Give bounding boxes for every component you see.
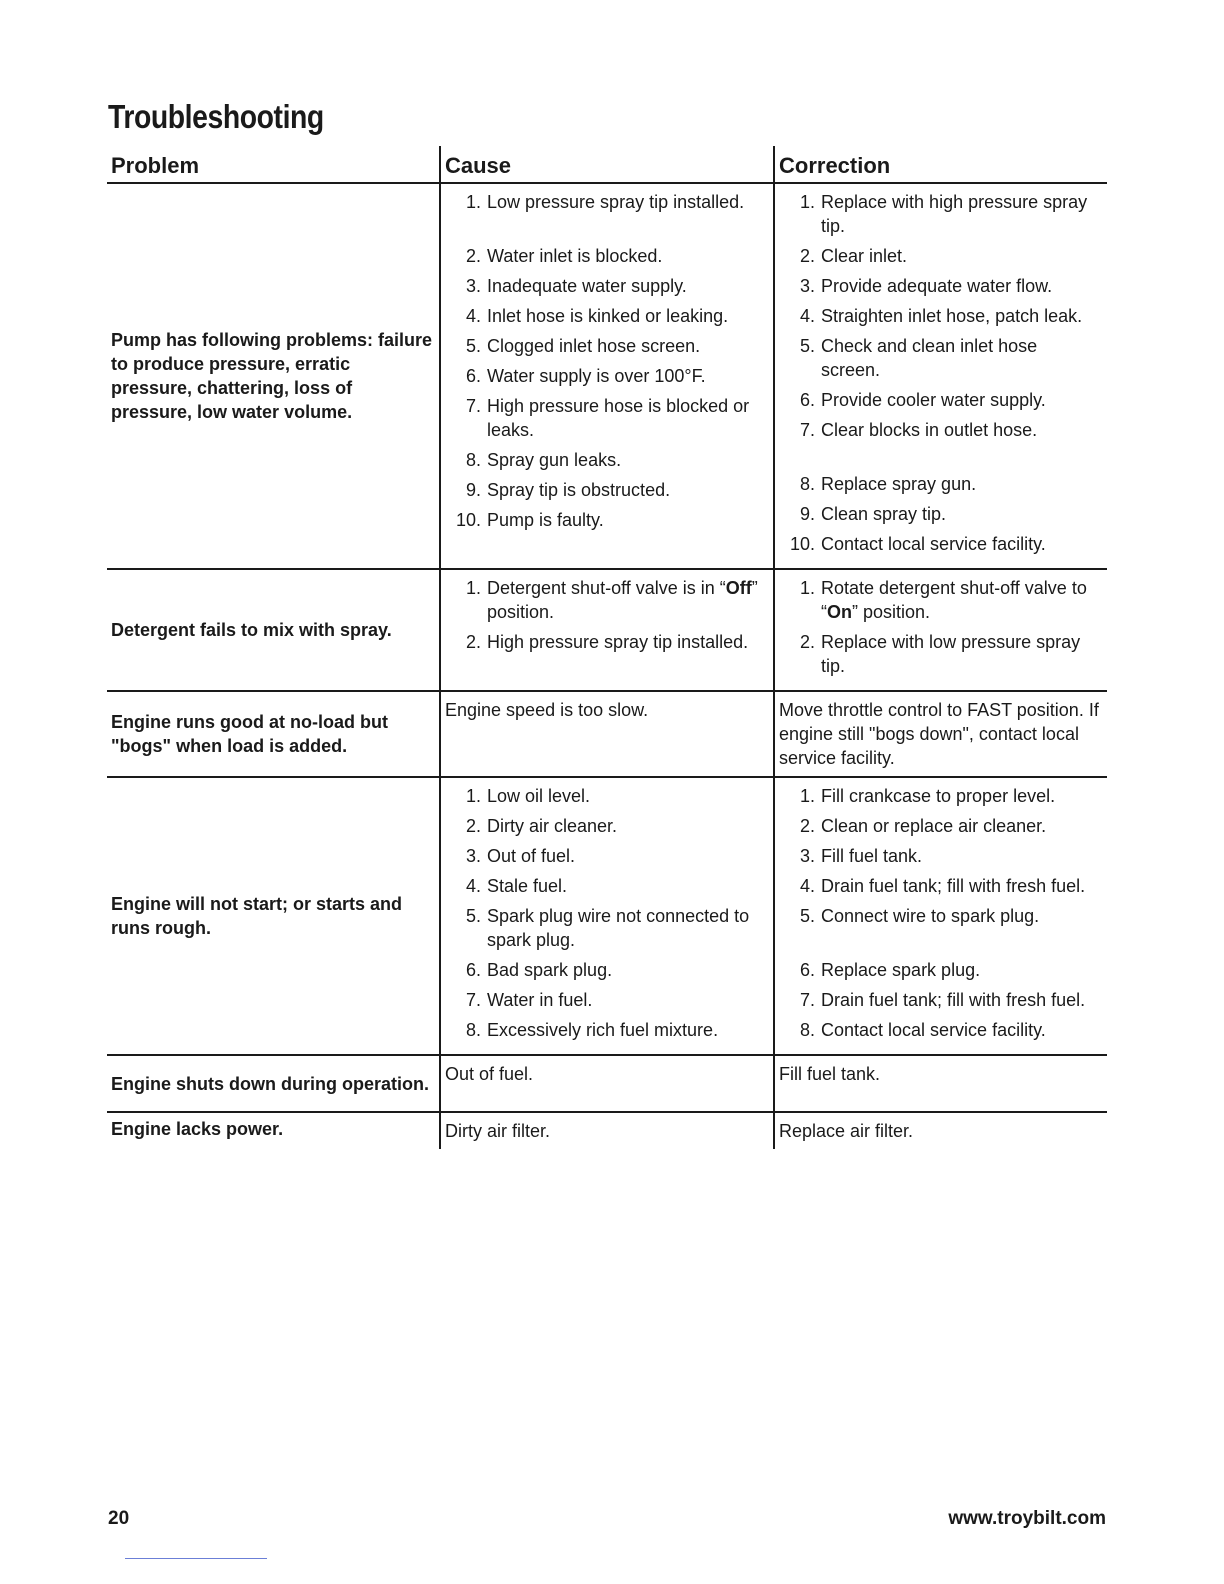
list-item: 1. Low oil level. <box>465 786 591 806</box>
correction-cell <box>774 1055 1107 1112</box>
problem-cell: Engine will not start; or starts and runs rough. <box>107 777 440 1055</box>
troubleshooting-table <box>107 146 1107 1149</box>
list-item: 7. Drain fuel tank; fill with fresh fuel. <box>799 990 1086 1010</box>
correction-text: Fill fuel tank. <box>779 1064 881 1084</box>
list-item: 7. High pressure hose is blocked or leaks. <box>465 396 750 440</box>
keyword-on: On <box>827 602 852 622</box>
correction-cell <box>774 569 1107 691</box>
table-row <box>107 777 1107 1055</box>
cause-text: Out of fuel. <box>445 1064 534 1084</box>
list-item: 4. Drain fuel tank; fill with fresh fuel. <box>799 876 1086 896</box>
list-item: 1. Replace with high pressure spray tip. <box>799 192 1088 236</box>
header-correction: Correction <box>774 146 1107 183</box>
footer-divider <box>125 1558 267 1559</box>
list-item: 1. Low pressure spray tip installed. <box>465 192 745 212</box>
list-item: 4. Inlet hose is kinked or leaking. <box>465 306 729 326</box>
list-item: 8. Replace spray gun. <box>799 474 977 494</box>
cause-cell <box>440 691 774 777</box>
list-item: 2. High pressure spray tip installed. <box>465 632 749 652</box>
list-item: 2. Clear inlet. <box>799 246 908 266</box>
list-item: 8. Contact local service facility. <box>799 1020 1046 1040</box>
problem-cell: Pump has following problems: failure to produce pressure, erratic pressure, chattering, loss of pressure, low water volume. <box>107 183 440 569</box>
list-item: 2. Dirty air cleaner. <box>465 816 618 836</box>
list-item: 3. Provide adequate water flow. <box>799 276 1053 296</box>
website-url: www.troybilt.com <box>948 1508 1106 1529</box>
list-item: 3. Inadequate water supply. <box>465 276 687 296</box>
list-item: 3. Out of fuel. <box>465 846 576 866</box>
list-item: 5. Check and clean inlet hose screen. <box>799 336 1038 380</box>
list-item: 6. Provide cooler water supply. <box>799 390 1046 410</box>
list-item: 8. Spray gun leaks. <box>465 450 622 470</box>
problem-cell: Engine lacks power. <box>111 1119 284 1139</box>
cause-text: Dirty air filter. <box>445 1121 551 1141</box>
problem-cell: Detergent fails to mix with spray. <box>107 569 440 691</box>
list-item: 1. Detergent shut-off valve is in “Off” position. <box>465 578 758 622</box>
correction-cell <box>774 777 1107 1055</box>
correction-cell <box>774 691 1107 777</box>
list-item: 8. Excessively rich fuel mixture. <box>465 1020 719 1040</box>
correction-cell <box>774 183 1107 569</box>
correction-cell <box>774 1112 1107 1149</box>
list-item: 5. Spark plug wire not connected to spark plug. <box>465 906 750 950</box>
list-item: 6. Bad spark plug. <box>465 960 613 980</box>
list-item: 1. Fill crankcase to proper level. <box>799 786 1056 806</box>
list-item: 5. Clogged inlet hose screen. <box>465 336 701 356</box>
correction-text: Replace air filter. <box>779 1121 914 1141</box>
problem-cell: Engine shuts down during operation. <box>107 1055 440 1112</box>
header-problem: Problem <box>107 146 440 183</box>
list-item: 4. Stale fuel. <box>465 876 568 896</box>
correction-text: Move throttle control to FAST position. If engine still "bogs down", contact local service facility. <box>779 700 1099 768</box>
list-item: 3. Fill fuel tank. <box>799 846 923 866</box>
list-item: 6. Replace spark plug. <box>799 960 981 980</box>
cause-cell <box>440 569 774 691</box>
table-row <box>107 183 1107 569</box>
keyword-off: Off <box>725 578 752 598</box>
list-item: 9. Spray tip is obstructed. <box>465 480 671 500</box>
list-item: 7. Water in fuel. <box>465 990 593 1010</box>
cause-cell <box>440 183 774 569</box>
list-item: 2. Replace with low pressure spray tip. <box>799 632 1081 676</box>
cause-text: Engine speed is too slow. <box>445 700 649 720</box>
list-item: 1. Rotate detergent shut-off valve to “On” position. <box>799 578 1087 622</box>
table-row <box>107 1055 1107 1112</box>
list-item: 2. Water inlet is blocked. <box>465 246 663 266</box>
cause-cell <box>440 1112 774 1149</box>
list-item: 5. Connect wire to spark plug. <box>799 906 1040 926</box>
list-item: 10. Pump is faulty. <box>455 510 604 530</box>
header-cause: Cause <box>440 146 774 183</box>
table-header-row <box>107 146 1107 183</box>
table-row <box>107 691 1107 777</box>
list-item: 7. Clear blocks in outlet hose. <box>799 420 1038 440</box>
page-number: 20 <box>108 1508 130 1529</box>
table-row <box>107 569 1107 691</box>
list-item: 9. Clean spray tip. <box>799 504 947 524</box>
problem-cell: Engine runs good at no-load but "bogs" when load is added. <box>107 691 440 777</box>
table-row <box>107 1112 1107 1149</box>
cause-cell <box>440 777 774 1055</box>
list-item: 6. Water supply is over 100°F. <box>465 366 706 386</box>
list-item: 10. Contact local service facility. <box>789 534 1046 554</box>
cause-cell <box>440 1055 774 1112</box>
page-title: Troubleshooting <box>108 98 324 135</box>
list-item: 4. Straighten inlet hose, patch leak. <box>799 306 1083 326</box>
list-item: 2. Clean or replace air cleaner. <box>799 816 1047 836</box>
